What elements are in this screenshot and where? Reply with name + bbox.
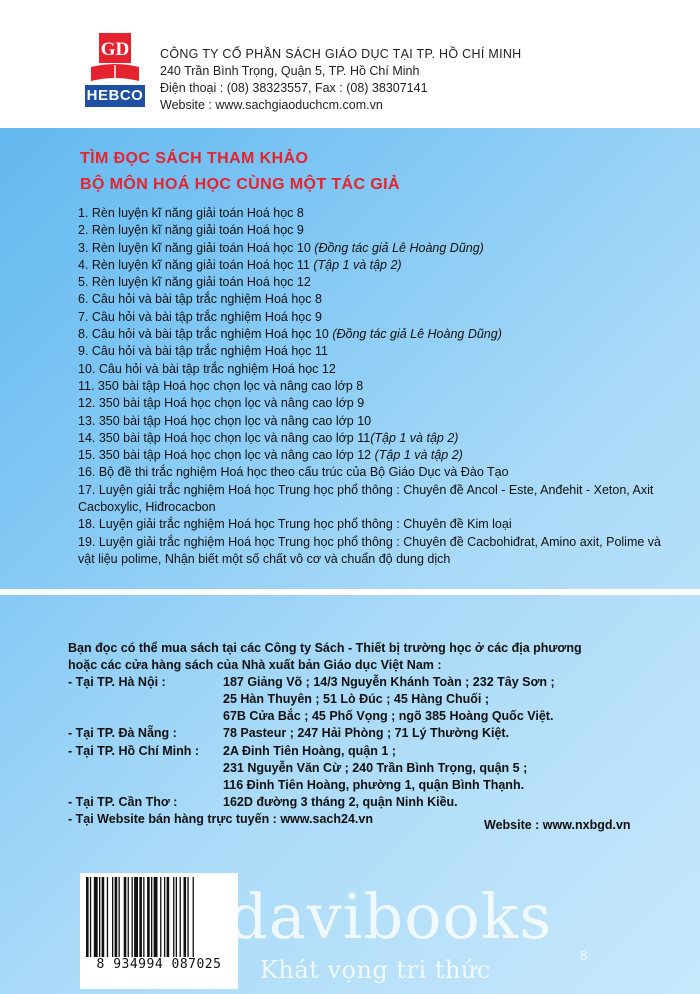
book-item xyxy=(78,413,678,430)
book-item xyxy=(78,274,678,291)
book-item xyxy=(78,430,678,447)
book-title: 19. Luyện giải trắc nghiệm Hoá học Trung học phổ thông : Chuyên đề Cacbohiđrat, Amino axit, Polime và vật liệu polime, Nhận biết một số chất vô cơ và chuẩn độ dung dịch xyxy=(78,534,661,566)
book-item xyxy=(78,516,678,533)
store-online: - Tại Website bán hàng trực tuyến : www.sach24.vn xyxy=(68,811,373,826)
book-item xyxy=(78,395,678,412)
book-title: 5. Rèn luyện kĩ năng giải toán Hoá học 12 xyxy=(78,275,311,290)
book-title: 9. Câu hỏi và bài tập trắc nghiệm Hoá học 11 xyxy=(78,344,328,359)
book-item xyxy=(78,482,678,517)
book-title: 13. 350 bài tập Hoá học chọn lọc và nâng cao lớp 10 xyxy=(78,413,372,428)
barcode xyxy=(80,873,238,989)
store-address: 231 Nguyễn Văn Cừ ; 240 Trần Bình Trọng, quận 5 ; xyxy=(223,760,528,775)
book-note: (Đồng tác giả Lê Hoàng Dũng) xyxy=(332,327,502,342)
book-item xyxy=(78,222,678,239)
book-title: 14. 350 bài tập Hoá học chọn lọc và nâng cao lớp 11 xyxy=(78,430,371,445)
book-title: 2. Rèn luyện kĩ năng giải toán Hoá học 9 xyxy=(78,223,304,238)
store-label-hcm: - Tại TP. Hồ Chí Minh : xyxy=(68,743,200,758)
book-title: 1. Rèn luyện kĩ năng giải toán Hoá học 8 xyxy=(78,206,304,220)
stores-info xyxy=(68,640,688,828)
store-address: 116 Đinh Tiên Hoàng, phường 1, quận Bình Thạnh. xyxy=(223,777,525,792)
logo-text: HEBCO xyxy=(85,85,145,107)
section-title-line1: TÌM ĐỌC SÁCH THAM KHẢO xyxy=(80,150,309,167)
publisher-name: CÔNG TY CỔ PHẦN SÁCH GIÁO DỤC TẠI TP. HỒ CHÍ MINH xyxy=(160,47,522,61)
publisher-phone: Điện thoại : (08) 38323557, Fax : (08) 38307141 xyxy=(160,81,428,95)
book-title: 16. Bộ đề thi trắc nghiệm Hoá học theo cấu trúc của Bộ Giáo Dục và Đào Tạo xyxy=(78,465,509,480)
barcode-bars-icon xyxy=(86,877,232,957)
store-address: 162D đường 3 tháng 2, quận Ninh Kiều. xyxy=(223,794,458,809)
book-title: 11. 350 bài tập Hoá học chọn lọc và nâng cao lớp 8 xyxy=(78,378,364,393)
publisher-header xyxy=(0,0,700,128)
store-label-cantho: - Tại TP. Cần Thơ : xyxy=(68,794,178,809)
store-address: 78 Pasteur ; 247 Hải Phòng ; 71 Lý Thường Kiệt. xyxy=(223,726,510,741)
book-list xyxy=(78,205,678,568)
store-address: 187 Giảng Võ ; 14/3 Nguyễn Khánh Toàn ; 232 Tây Sơn ; xyxy=(223,675,555,690)
book-item xyxy=(78,257,678,274)
publisher-website: Website : www.sachgiaoduchcm.com.vn xyxy=(160,98,383,112)
book-item xyxy=(78,464,678,481)
watermark-brand: davibooks xyxy=(228,880,553,953)
book-title: 3. Rèn luyện kĩ năng giải toán Hoá học 10 xyxy=(78,240,315,255)
store-row-hanoi xyxy=(68,674,688,691)
book-item xyxy=(78,361,678,378)
book-note: (Đồng tác giả Lê Hoàng Dũng) xyxy=(314,240,484,255)
book-item xyxy=(78,343,678,360)
book-title: 18. Luyện giải trắc nghiệm Hoá học Trung học phổ thông : Chuyên đề Kim loại xyxy=(78,517,512,532)
section-title-line2: BỘ MÔN HOÁ HỌC CÙNG MỘT TÁC GIẢ xyxy=(80,176,400,193)
section-title xyxy=(80,146,400,198)
book-note: (Tập 1 và tập 2) xyxy=(313,257,402,272)
book-note: (Tập 1 và tập 2) xyxy=(374,448,463,463)
gd-logo-icon xyxy=(85,33,145,87)
divider xyxy=(0,589,700,595)
hebco-logo xyxy=(85,33,145,108)
page-mark: 8 xyxy=(580,948,588,963)
barcode-number: 8 934994 087025 xyxy=(96,957,222,972)
book-item xyxy=(78,291,678,308)
book-title: 12. 350 bài tập Hoá học chọn lọc và nâng cao lớp 9 xyxy=(78,396,365,411)
book-title: 6. Câu hỏi và bài tập trắc nghiệm Hoá học 8 xyxy=(78,292,322,307)
book-title: 17. Luyện giải trắc nghiệm Hoá học Trung học phổ thông : Chuyên đề Ancol - Este, Anđehit - Xeton, Axit Cacboxylic, Hiđrocacbon xyxy=(78,482,654,515)
book-title: 8. Câu hỏi và bài tập trắc nghiệm Hoá học 10 xyxy=(78,327,333,342)
book-title: 15. 350 bài tập Hoá học chọn lọc và nâng cao lớp 12 xyxy=(78,448,375,463)
publisher-address: 240 Trần Bình Trọng, Quận 5, TP. Hồ Chí Minh xyxy=(160,64,420,78)
book-title: 7. Câu hỏi và bài tập trắc nghiệm Hoá học 9 xyxy=(78,309,322,324)
store-row-cantho xyxy=(68,794,688,811)
nxbgd-website: Website : www.nxbgd.vn xyxy=(484,818,631,832)
book-item xyxy=(78,205,678,222)
book-item xyxy=(78,240,678,257)
book-title: 10. Câu hỏi và bài tập trắc nghiệm Hoá học 12 xyxy=(78,361,336,376)
watermark-tagline: Khát vọng tri thức xyxy=(260,956,491,984)
store-label-danang: - Tại TP. Đà Nẵng : xyxy=(68,726,177,741)
publisher-info xyxy=(160,46,522,114)
stores-intro-line2: hoặc các cửa hàng sách của Nhà xuất bản Giáo dục Việt Nam : xyxy=(68,658,442,673)
store-row-danang xyxy=(68,725,688,742)
book-note: (Tập 1 và tập 2) xyxy=(370,430,459,445)
store-address: 25 Hàn Thuyên ; 51 Lò Đúc ; 45 Hàng Chuối ; xyxy=(223,692,490,707)
book-item xyxy=(78,447,678,464)
store-address: 67B Cửa Bắc ; 45 Phố Vọng ; ngõ 385 Hoàng Quốc Việt. xyxy=(223,709,554,724)
book-title: 4. Rèn luyện kĩ năng giải toán Hoá học 11 xyxy=(78,257,314,272)
book-item xyxy=(78,378,678,395)
book-item xyxy=(78,326,678,343)
store-label-hanoi: - Tại TP. Hà Nội : xyxy=(68,675,166,690)
stores-intro-line1: Bạn đọc có thể mua sách tại các Công ty Sách - Thiết bị trường học ở các địa phương xyxy=(68,641,582,655)
logo-mark: GD xyxy=(100,39,130,60)
store-address: 2A Đinh Tiên Hoàng, quận 1 ; xyxy=(223,743,396,758)
store-row-hcm xyxy=(68,743,688,760)
book-item xyxy=(78,534,678,569)
book-item xyxy=(78,309,678,326)
